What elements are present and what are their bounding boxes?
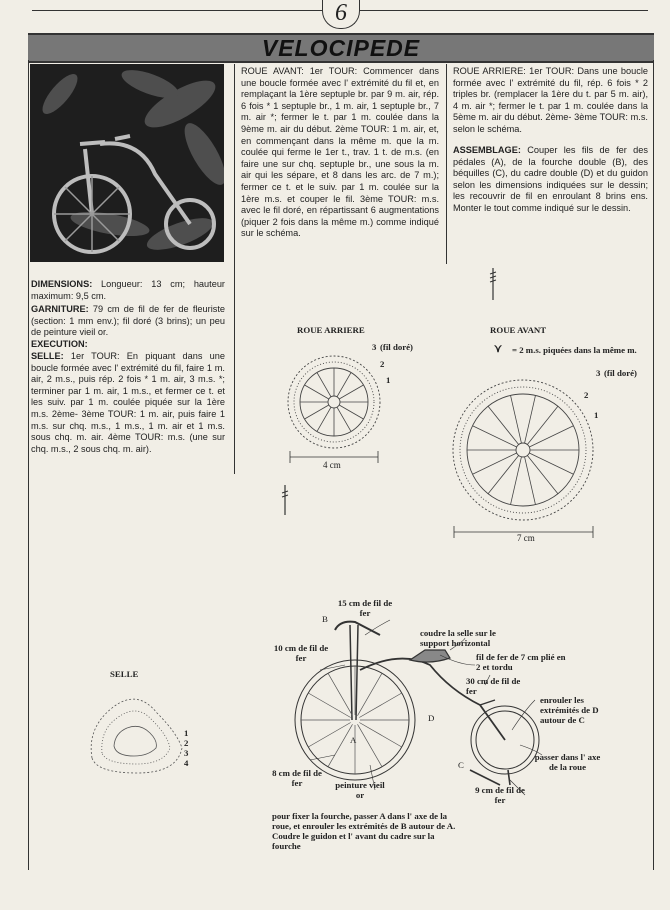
assemblage-value: Couper les fils de fer des pédales (A), de la fourche double (B), des béquilles (C), du cadre double (D) et du guidon selon les dimensions indiquées sur le dessin; les recouvrir de fil en enroulant 8 brins ens. Monter le tout comme indiqué sur le dessin.: [453, 145, 648, 213]
title-bar: [28, 33, 654, 63]
page-title: VELOCIPEDE: [261, 35, 421, 61]
front-wheel-diagram: [449, 370, 599, 540]
spoke: [529, 453, 573, 474]
velocipede-photo: [30, 64, 224, 262]
rear-wheel-diagram: [282, 345, 392, 465]
front-round-2-label: 2: [584, 390, 589, 400]
label-coudre-selle: coudre la selle sur le support horizontal: [420, 628, 496, 648]
roue-avant-title: ROUE AVANT: [490, 325, 547, 335]
label-15cm: 15 cm de fil de fer: [337, 598, 393, 618]
septuple-symbol: [488, 268, 498, 300]
execution-label: EXECUTION:: [31, 339, 88, 349]
label-30cm: 30 cm de fil de fer: [466, 676, 521, 696]
roue-arriere-title: ROUE ARRIERE: [297, 325, 365, 335]
assemblage-instructions: [453, 145, 648, 215]
front-round-1-label: 1: [594, 410, 599, 420]
spoke: [328, 724, 353, 766]
front-round-3-label: 3: [596, 368, 601, 378]
selle-round-3: 2: [184, 738, 189, 748]
spoke: [328, 673, 353, 715]
selle-round-1: 4: [184, 758, 189, 768]
spoke: [308, 723, 350, 748]
column-divider: [234, 64, 235, 474]
spoke: [358, 724, 383, 766]
label-A: A: [350, 735, 357, 745]
spoke: [529, 426, 573, 447]
rear-round-2-label: 2: [380, 359, 385, 369]
selle-round-2: 3: [184, 748, 189, 758]
selle-round-4: 1: [184, 728, 189, 738]
selle-diagram: [82, 688, 192, 778]
page-number: 6: [322, 0, 360, 29]
label-C: C: [458, 760, 464, 770]
spoke: [359, 693, 401, 718]
triple-symbol: [280, 485, 290, 515]
selle-label: SELLE:: [31, 351, 64, 361]
garniture-text: [31, 304, 225, 339]
label-fil-7cm: fil de fer de 7 cm plié en 2 et tordu: [476, 652, 566, 672]
label-10cm: 10 cm de fil de fer: [273, 643, 329, 663]
spoke: [473, 426, 517, 447]
rear-round-3-label: 3: [372, 342, 377, 352]
rear-round-1-label: 1: [386, 375, 391, 385]
roue-avant-instructions: ROUE AVANT: 1er TOUR: Commencer dans une boucle formée avec l' extrémité du fil et, en remplaçant la 1ère septuple br. par 9 m. air, rép. 6 fois * 1 septuple br., 1 m. air, 1 septuple br., 7 m. air *; fermer le t. par 1 m. coulée dans la 9ème m. air du début. 2ème TOUR: 1 m. air, et, en commençant dans la même m. que la m. coulée qui ferme le 1er t., trav. 1 t. de m.s. (en faire une sur chq. septuple br., une sous la m. air qui les sépare, et 8 dans les arc. de 7 m.); fermer ce t. et le suiv. par 1 m. coulée sur la 1ère m.s. et couper le fil. 3ème TOUR: m.s. avec le fil doré, en répartissant 6 augmentations (piquer 2 fois dans la même m.) comme indiqué sur le schéma.: [241, 66, 439, 239]
selle-value: 1er TOUR: En piquant dans une boucle formée avec l' extrémité du fil, faire 1 m. air, 2 m.s., puis rép. 2 fois * 1 m. air, 3 m.s. *; terminer par 1 m. air, 1 m.s., et fermer ce t. et les suiv. par 1 m. coulée piquée sur la 1ère m.s. 2ème- 3ème TOUR: 1 m. air, puis faire 1 m.s. sur chq. m.s., 1 m.s., 1 m. air et 1 m.s. sous chq. m. air. 4ème TOUR: m.s. (une sur chq. m.s., 2 sous chq. m. air).: [31, 351, 225, 454]
spoke: [308, 693, 350, 718]
rear-fil-dore-label: (fil doré): [380, 342, 413, 352]
front-dimension-label: 7 cm: [517, 533, 535, 543]
spoke: [358, 673, 383, 715]
selle-title: SELLE: [110, 669, 139, 679]
left-border: [28, 60, 29, 870]
label-8cm: 8 cm de fil de fer: [272, 768, 322, 788]
garniture-value: 79 cm de fil de fer de fleuriste (section: 1 mm env.); fil doré (3 brins); un peu de peinture vieil or.: [31, 304, 225, 338]
selle-instructions: [31, 351, 225, 455]
column-divider: [446, 64, 447, 264]
assemblage-label: ASSEMBLAGE:: [453, 145, 521, 155]
label-9cm: 9 cm de fil de fer: [475, 785, 525, 805]
label-D: D: [428, 713, 435, 723]
label-passer: passer dans l' axe de la roue: [534, 752, 601, 772]
right-border: [653, 60, 654, 870]
label-peinture: peinture vieil or: [335, 780, 385, 800]
dimensions-value: Longueur: 13 cm; hauteur maximum: 9,5 cm.: [31, 279, 225, 301]
execution-heading: [31, 339, 225, 351]
spoke: [359, 723, 401, 748]
label-B: B: [322, 614, 328, 624]
front-fil-dore-label: (fil doré): [604, 368, 637, 378]
dimensions-text: [31, 279, 225, 302]
garniture-label: GARNITURE:: [31, 304, 89, 314]
label-enrouler: enrouler les extrémités de D autour de C: [540, 695, 599, 725]
roue-arriere-instructions: ROUE ARRIERE: 1er TOUR: Dans une boucle formée avec l' extrémité du fil, rép. 6 fois * 2 triples br. (remplacer la 1ère du t. par 5 m. air), 4 m. air *; fermer le t. par 1 m. coulée dans la 5ème m. air du début. 2ème- 3ème TOUR: m.s. selon le schéma.: [453, 66, 648, 134]
legend-symbol: ⋎: [494, 343, 503, 355]
dimensions-label: DIMENSIONS:: [31, 279, 93, 289]
photo-illustration: [30, 64, 224, 262]
rear-dimension-label: 4 cm: [323, 460, 341, 470]
assembly-caption: pour fixer la fourche, passer A dans l' axe de la roue, et enrouler les extrémités de B autour de A. Coudre le guidon et l' avant du cadre sur la fourche: [272, 811, 456, 851]
legend-text: = 2 m.s. piquées dans la même m.: [512, 345, 637, 355]
spoke: [473, 453, 517, 474]
